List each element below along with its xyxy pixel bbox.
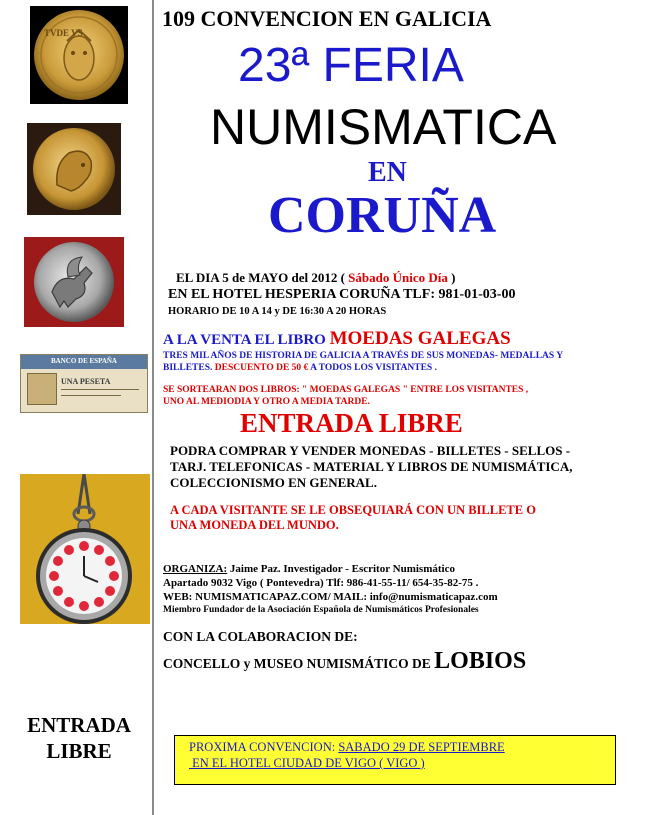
vertical-divider <box>152 0 154 815</box>
entrance-line1: PODRA COMPRAR Y VENDER MONEDAS - BILLETES - SELLOS - <box>170 443 571 458</box>
convention-title: 109 CONVENCION EN GALICIA <box>162 6 492 31</box>
book-lead: A LA VENTA EL LIBRO <box>163 332 330 348</box>
raffle-line1: SE SORTEARAN DOS LIBROS: " MOEDAS GALEGAS " ENTRE LOS VISITANTES , <box>163 385 529 395</box>
numismatica-title: NUMISMATICA <box>210 99 557 155</box>
en-title: EN <box>368 157 407 188</box>
book-desc-line1: TRES MIL AÑOS DE HISTORIA DE GALICIA A TRAVÉS DE SUS MONEDAS- MEDALLAS Y <box>163 351 564 361</box>
banknote-value-text: UNA PESETA <box>61 377 111 386</box>
banknote-image <box>20 354 148 413</box>
feria-title: 23ª FERIA <box>238 39 464 92</box>
entrada-libre-title: ENTRADA LIBRE <box>240 408 463 438</box>
event-date <box>176 270 455 286</box>
coin-portrait-image <box>27 123 121 215</box>
organizer-line <box>163 563 455 575</box>
sidebar-entrada-line2: LIBRE <box>46 739 112 763</box>
event-date-prefix: EL DIA 5 de MAYO del 2012 ( <box>176 270 349 285</box>
raffle-line2: UNO AL MEDIODIA Y OTRO A MEDIA TARDE. <box>163 397 370 407</box>
next-convention-venue: EN EL HOTEL CIUDAD DE VIGO ( VIGO ) <box>189 756 425 770</box>
collab-partners-text: CONCELLO y MUSEO NUMISMÁTICO DE <box>163 656 435 671</box>
next-convention-date: SABADO 29 DE SEPTIEMBRE <box>338 740 505 754</box>
book-desc-suffix: A TODOS LOS VISITANTES . <box>308 363 437 373</box>
entrance-line2: TARJ. TELEFONICAS - MATERIAL Y LIBROS DE NUMISMÁTICA, <box>170 459 573 474</box>
event-venue: EN EL HOTEL HESPERIA CORUÑA TLF: 981-01-03-00 <box>168 287 516 302</box>
book-desc-prefix: BILLETES. <box>163 363 215 373</box>
organizer-web: WEB: NUMISMATICAPAZ.COM/ MAIL: info@numismaticapaz.com <box>163 591 498 603</box>
collab-partners <box>163 648 526 675</box>
event-date-note: Sábado Único Día <box>348 270 448 285</box>
sidebar-entrada-libre <box>8 712 150 764</box>
coin-suevi-image <box>30 6 128 104</box>
organizer-label: ORGANIZA: <box>163 563 228 575</box>
book-desc-line2 <box>163 363 437 373</box>
sidebar-entrada-line1: ENTRADA <box>27 713 131 737</box>
coin-legend-text: TVDE VS <box>44 28 83 38</box>
book-heading <box>163 328 511 350</box>
organizer-name: Jaime Paz. Investigador - Escritor Numismático <box>227 563 455 575</box>
event-hours: HORARIO DE 10 A 14 y DE 16:30 A 20 HORAS <box>168 306 387 317</box>
collab-title: CON LA COLABORACION DE: <box>163 629 358 644</box>
organizer-member: Miembro Fundador de la Asociación Española de Numismáticos Profesionales <box>163 605 479 615</box>
city-title: CORUÑA <box>268 187 497 244</box>
coin-pegasus-image <box>24 237 124 327</box>
next-convention-line1 <box>189 740 505 755</box>
book-discount: DESCUENTO DE 50 € <box>214 363 309 373</box>
next-convention-label: PROXIMA CONVENCION: <box>189 740 339 754</box>
book-title: MOEDAS GALEGAS <box>329 328 511 349</box>
next-convention-box <box>174 735 616 785</box>
collab-lobios: LOBIOS <box>434 648 527 674</box>
gift-line1: A CADA VISITANTE SE LE OBSEQUIARÁ CON UN BILLETE O <box>170 503 536 517</box>
event-date-suffix: ) <box>447 270 456 285</box>
organizer-address: Apartado 9032 Vigo ( Pontevedra) Tlf: 986-41-55-11/ 654-35-82-75 . <box>163 577 479 589</box>
pocket-watch-image <box>20 474 150 624</box>
entrance-line3: COLECCIONISMO EN GENERAL. <box>170 475 377 490</box>
banknote-header-text: BANCO DE ESPAÑA <box>51 357 117 365</box>
gift-line2: UNA MONEDA DEL MUNDO. <box>170 518 339 532</box>
